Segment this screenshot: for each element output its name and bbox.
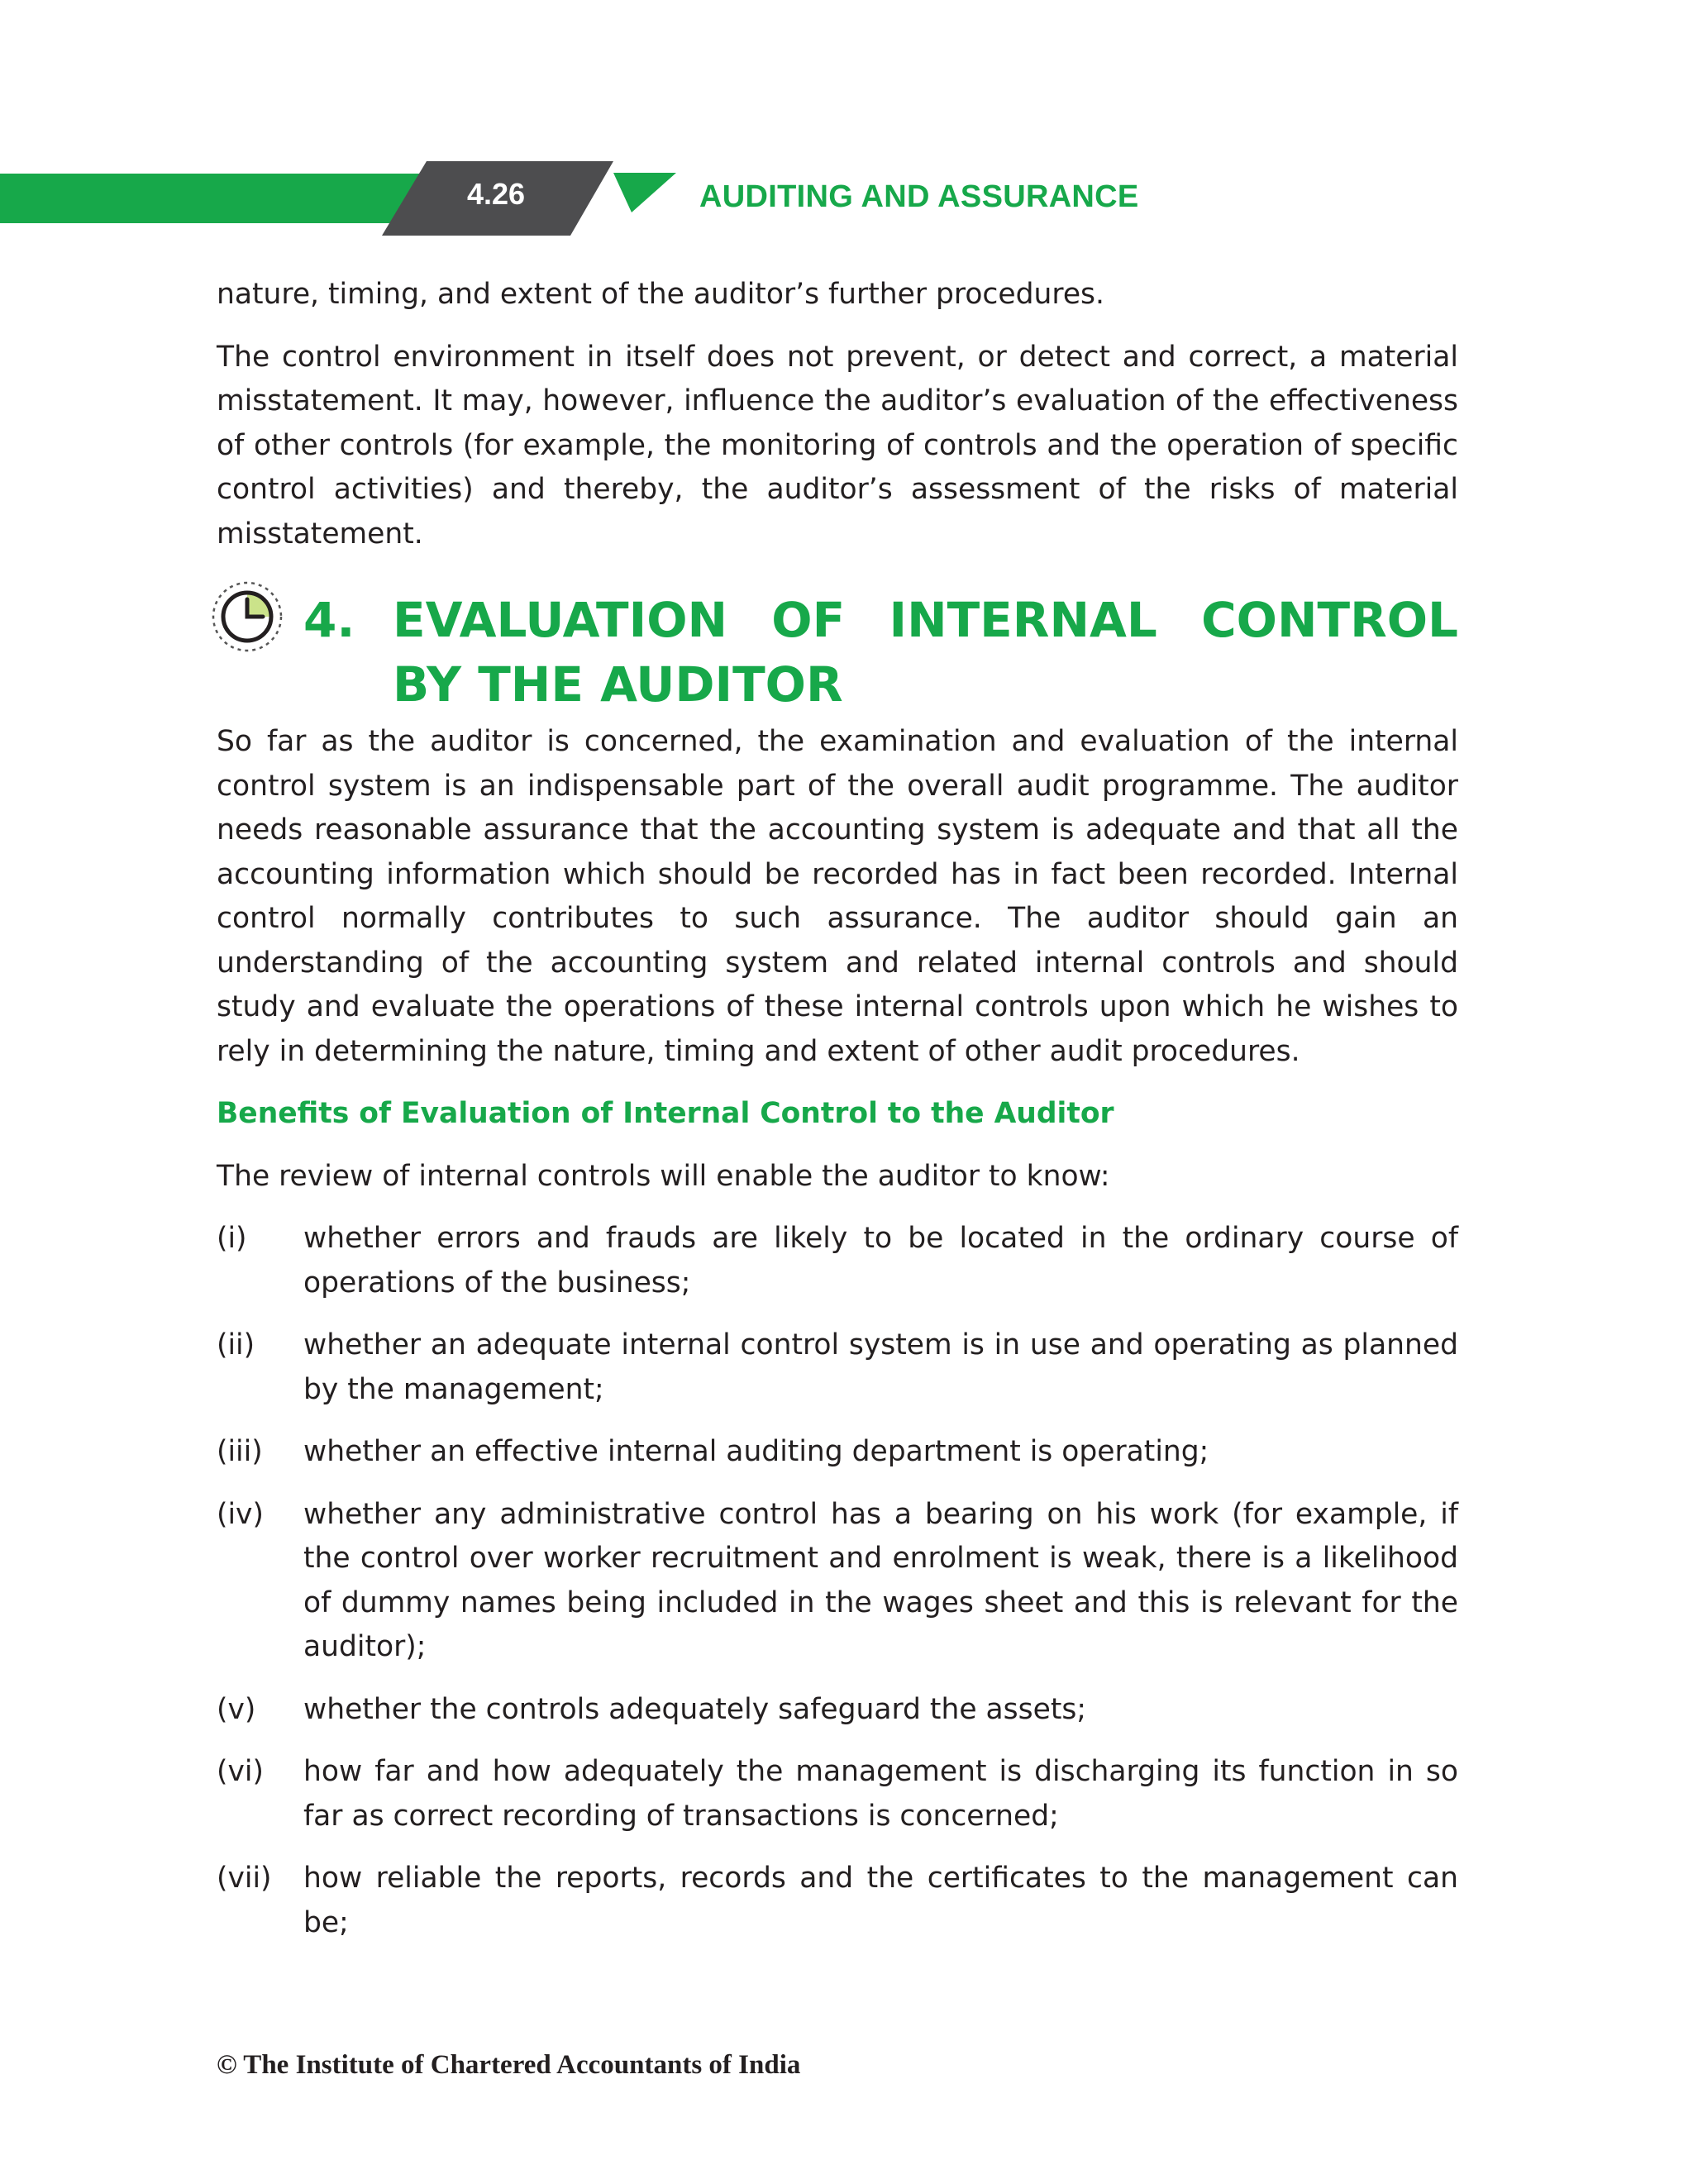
list-item (217, 1323, 1458, 1412)
list-item-text: how reliable the reports, records and the certificates to the management can be; (303, 1862, 1458, 1939)
list-item-text: whether errors and frauds are likely to be located in the ordinary course of operations of the business; (303, 1222, 1458, 1299)
list-item-number: (vi) (217, 1755, 264, 1788)
footer-copyright: © The Institute of Chartered Accountants of India (217, 2050, 801, 2080)
header-green-bar (0, 174, 438, 223)
header-band (0, 161, 694, 236)
list-item-number: (ii) (217, 1328, 255, 1361)
list-item-text: whether the controls adequately safeguard the assets; (303, 1692, 1086, 1726)
page-content (217, 273, 1458, 1945)
subheading-benefits: Benefits of Evaluation of Internal Control to the Auditor (217, 1097, 1114, 1130)
list-item-number: (iii) (217, 1435, 263, 1468)
list-item-number: (i) (217, 1222, 247, 1255)
paragraph-control-environment: The control environment in itself does not prevent, or detect and correct, a material misstatement. It may, however, influence the auditor’s evaluation of the effectiveness of other controls (for example, the monitoring of controls and the operation of specific control activities) and thereby, the auditor’s assessment of the risks of material misstatement. (217, 340, 1458, 551)
list-item (217, 1217, 1458, 1305)
clock-icon (210, 579, 284, 654)
list-item (217, 1750, 1458, 1838)
list-item (217, 1688, 1458, 1733)
list-item-number: (vii) (217, 1862, 272, 1895)
list-item (217, 1857, 1458, 1945)
section-number: 4. (303, 592, 355, 648)
paragraph-so-far: So far as the auditor is concerned, the examination and evaluation of the internal control system is an indispensable part of the overall audit programme. The auditor needs reasonable assurance that the accounting system is adequate and that all the accounting information which should be recorded has in fact been recorded. Internal control normally contributes to such assurance. The auditor should gain an understanding of the accounting system and related internal controls and should study and evaluate the operations of these internal controls upon which he wishes to rely in determining the nature, timing and extent of other audit procedures. (217, 725, 1458, 1068)
list-item (217, 1493, 1458, 1670)
list-item-text: whether an adequate internal control system is in use and operating as planned by the management; (303, 1328, 1458, 1406)
page-header (0, 0, 1693, 248)
list-intro: The review of internal controls will enable the auditor to know: (217, 1159, 1110, 1193)
benefits-list (217, 1217, 1458, 1945)
list-item-number: (v) (217, 1692, 256, 1726)
section-heading-block (217, 588, 1458, 720)
section-title: EVALUATION OF INTERNAL CONTROL BY THE AUDITOR (393, 592, 1458, 713)
list-item-text: whether an effective internal auditing department is operating; (303, 1435, 1209, 1468)
running-title: AUDITING AND ASSURANCE (699, 179, 1139, 214)
paragraph-continued: nature, timing, and extent of the auditor’s further procedures. (217, 278, 1104, 311)
list-item-number: (iv) (217, 1497, 264, 1531)
list-item-text: whether any administrative control has a bearing on his work (for example, if the control over worker recruitment and enrolment is weak, there is a likelihood of dummy names being included in the wages sheet and this is relevant for the auditor); (303, 1497, 1458, 1663)
list-item-text: how far and how adequately the management is discharging its function in so far as correct recording of transactions is concerned; (303, 1755, 1458, 1833)
page-number: 4.26 (466, 177, 526, 211)
list-item (217, 1430, 1458, 1475)
header-green-wedge (613, 173, 676, 212)
